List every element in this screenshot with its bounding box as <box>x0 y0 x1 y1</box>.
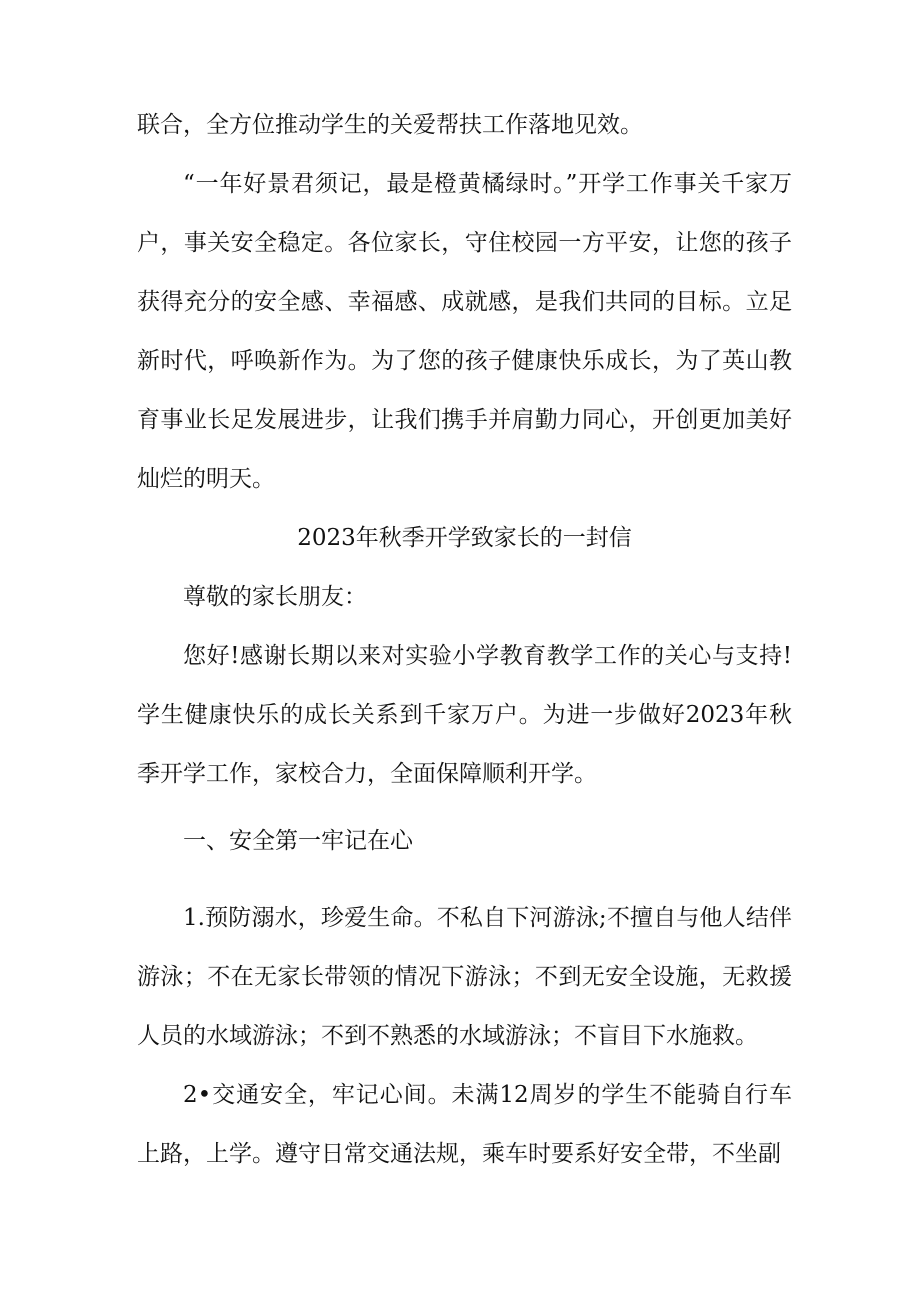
list-item-drowning: 1.预防溺水，珍爱生命。不私自下河游泳;不擅自与他人结伴游泳；不在无家长带领的情况下游泳；不到无安全设施，无救援人员的水域游泳；不到不熟悉的水域游泳；不盲目下水施救。 <box>137 905 792 1049</box>
paragraph-closing: “一年好景君须记，最是橙黄橘绿时。”开学工作事关千家万户，事关安全稳定。各位家长，守住校园一方平安，让您的孩子获得充分的安全感、幸福感、成就感，是我们共同的目标。立足新时代，呼唤新作为。为了您的孩子健康快乐成长，为了英山教育事业长足发展进步，让我们携手并肩勤力同心，开创更加美好灿烂的明天。 <box>137 171 792 492</box>
list-item-traffic: 2•交通安全，牢记心间。未满12周岁的学生不能骑自行车上路，上学。遵守日常交通法规，乘车时要系好安全带，不坐副 <box>137 1082 792 1167</box>
letter-title: 2023年秋季开学致家长的一封信 <box>297 525 632 551</box>
paragraph-continuation: 联合，全方位推动学生的关爱帮扶工作落地见效。 <box>137 112 643 138</box>
section-heading-safety: 一、安全第一牢记在心 <box>183 828 413 854</box>
document-page <box>137 96 792 1184</box>
paragraph-greeting: 您好!感谢长期以来对实验小学教育教学工作的关心与支持!学生健康快乐的成长关系到千家万户。为进一步做好2023年秋季开学工作，家校合力，全面保障顺利开学。 <box>137 643 792 787</box>
salutation: 尊敬的家长朋友： <box>183 584 367 610</box>
